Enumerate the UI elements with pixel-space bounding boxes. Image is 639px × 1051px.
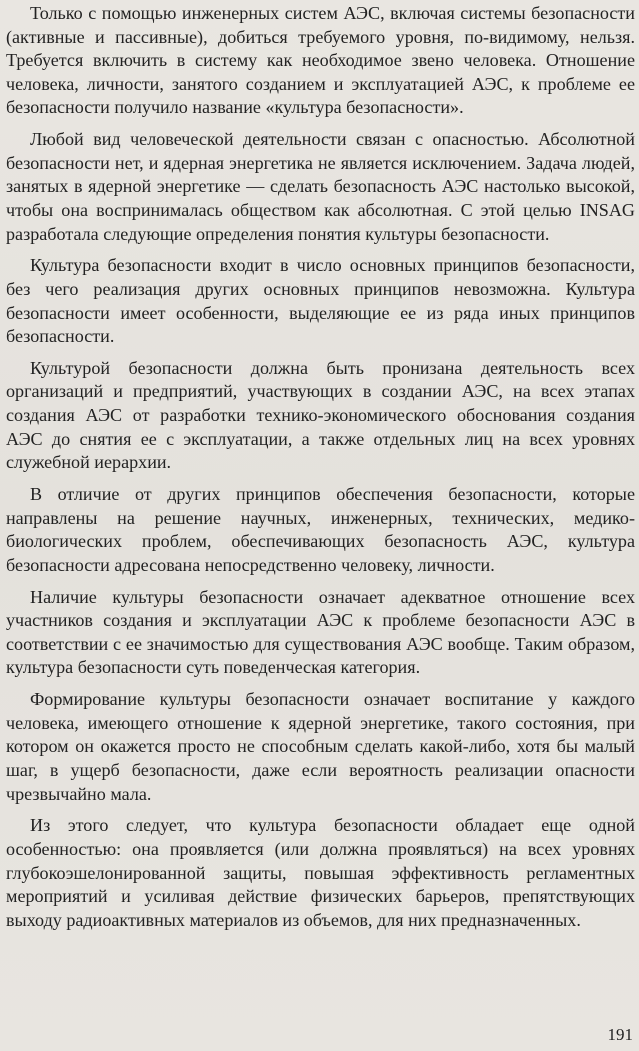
paragraph: Из этого следует, что культура безопасности обладает еще одной особенностью: она проявляется (или должна проявляться) на всех уровнях глубокоэшелонированной защиты, повышая эффективность регламентных мероприятий и усиливая действие физических барьеров, препятствующих выходу радиоактивных материалов из объемов, для них предназначенных.	[6, 815, 635, 930]
paragraph: Формирование культуры безопасности означает воспитание у каждого человека, имеющего отношение к ядерной энергетике, такого состояния, при котором он окажется просто не способным сделать какой-либо, хотя бы малый шаг, в ущерб безопасности, даже если вероятность реализации опасности чрезвычайно мала.	[6, 689, 635, 804]
paragraph: Культура безопасности входит в число основных принципов безопасности, без чего реализация других основных принципов невозможна. Культура безопасности имеет особенности, выделяющие ее из ряда иных принципов безопасности.	[6, 255, 635, 347]
paragraph: В отличие от других принципов обеспечения безопасности, которые направлены на решение научных, инженерных, технических, медико-биологических проблем, обеспечивающих безопасность АЭС, культура безопасности адресована непосредственно человеку, личности.	[6, 484, 635, 575]
paragraph: Любой вид человеческой деятельности связан с опасностью. Абсолютной безопасности нет, и ядерная энергетика не является исключением. Задача людей, занятых в ядерной энергетике — сделать безопасность АЭС настолько высокой, чтобы она воспринималась обществом как абсолютная. С этой целью INSAG разработала следующие определения понятия культуры безопасности.	[6, 129, 635, 244]
paragraph: Наличие культуры безопасности означает адекватное отношение всех участников создания и эксплуатации АЭС к проблеме безопасности АЭС в соответствии с ее значимостью для существования АЭС вообще. Таким образом, культура безопасности суть поведенческая категория.	[6, 586, 635, 678]
page-number: 191	[607, 1025, 633, 1044]
paragraph: Культурой безопасности должна быть пронизана деятельность всех организаций и предприятий, участвующих в создании АЭС, на всех этапах создания АЭС от разработки технико-экономического обоснования создания АЭС до снятия ее с эксплуатации, а также отдельных лиц на всех уровнях служебной иерархии.	[6, 357, 635, 473]
paragraph: Только с помощью инженерных систем АЭС, включая системы безопасности (активные и пассивные), добиться требуемого уровня, по-видимому, нельзя. Требуется включить в систему как необходимое звено человека. Отношение человека, личности, занятого созданием и эксплуатацией АЭС, к проблеме ее безопасности получило название «культура безопасности».	[6, 3, 635, 118]
body-text	[6, 2, 635, 940]
